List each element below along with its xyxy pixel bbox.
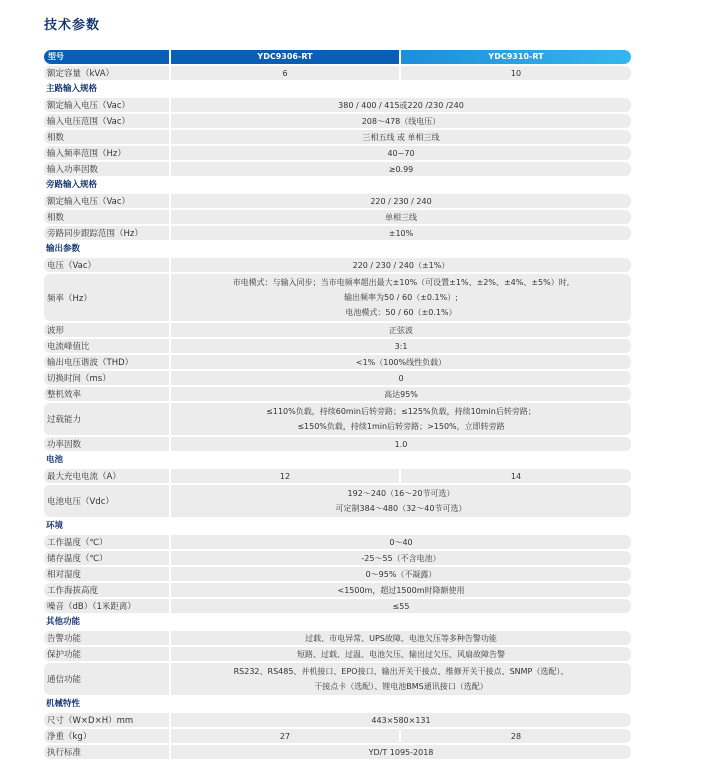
table-row [44, 567, 631, 581]
value-shared [171, 355, 631, 369]
row-label: 过载能力 [44, 403, 169, 435]
value-line: YD/T 1095-2018 [368, 747, 434, 757]
value-shared [171, 162, 631, 176]
value-shared [171, 194, 631, 208]
value-shared [171, 647, 631, 661]
row-label: 频率（Hz） [44, 274, 169, 321]
value-line: ≤55 [392, 601, 410, 611]
table-row [44, 583, 631, 597]
table-row [44, 98, 631, 112]
row-label: 执行标准 [44, 745, 169, 759]
value-line: <1500m，超过1500m时降额使用 [337, 585, 465, 595]
row-label: 输入功率因数 [44, 162, 169, 176]
value-line: 220 / 230 / 240 [370, 196, 432, 206]
value-line: <1%（100%线性负载） [355, 357, 447, 367]
value-line: 三相五线 或 单相三线 [362, 132, 440, 142]
section-heading: 其他功能 [46, 617, 81, 627]
value-line: 电池模式：50 / 60（±0.1%） [345, 308, 457, 317]
value-shared [171, 631, 631, 645]
value-line: 380 / 400 / 415或220 /230 /240 [338, 100, 464, 110]
value-line: 443×580×131 [371, 715, 431, 725]
table-row [44, 355, 631, 369]
table-row [44, 535, 631, 549]
value-line: 192～240（16～20节可选） [347, 489, 455, 498]
value-line: 短路、过载、过温、电池欠压、输出过欠压、风扇故障告警 [297, 649, 505, 659]
table-body [44, 66, 631, 759]
row-label: 切换时间（ms） [44, 371, 169, 385]
row-label: 净重（kg） [44, 729, 169, 743]
table-row [44, 114, 631, 128]
row-label: 相对湿度 [44, 567, 169, 581]
value-shared [171, 583, 631, 597]
value-line: 正弦波 [389, 325, 413, 335]
table-row [44, 631, 631, 645]
row-label: 工作温度（℃） [44, 535, 169, 549]
row-label: 尺寸（W×D×H）mm [44, 713, 169, 727]
value-line: RS232、RS485、并机接口、EPO接口、输出开关干接点、维修开关干接点、SNMP（选配）、 [233, 667, 569, 676]
row-label: 输入频率范围（Hz） [44, 146, 169, 160]
value-shared [171, 130, 631, 144]
value-line: 220 / 230 / 240（±1%） [352, 260, 450, 270]
value-model-2: 28 [401, 729, 631, 743]
table-row [44, 663, 631, 695]
value-shared [171, 339, 631, 353]
table-row [44, 66, 631, 80]
value-line: -25～55（不含电池） [361, 553, 441, 563]
header-label: 型号 [44, 50, 169, 64]
spec-table [44, 50, 631, 761]
section-heading: 环境 [46, 521, 64, 531]
table-row [44, 226, 631, 240]
value-line: 高达95% [384, 389, 418, 399]
value-shared [171, 551, 631, 565]
row-label: 输出电压谐波（THD） [44, 355, 169, 369]
value-line: 0～95%（不凝露） [365, 569, 437, 579]
row-label: 额定容量（kVA） [44, 66, 169, 80]
value-shared [171, 323, 631, 337]
table-row [44, 194, 631, 208]
value-shared [171, 485, 631, 517]
row-label: 储存温度（℃） [44, 551, 169, 565]
value-line: ≥0.99 [388, 164, 414, 174]
table-row [44, 437, 631, 451]
table-row [44, 339, 631, 353]
table-row [44, 729, 631, 743]
value-shared [171, 437, 631, 451]
table-row [44, 274, 631, 321]
value-line: ≤110%负载，持续60min后转旁路；≤125%负载，持续10min后转旁路； [266, 407, 536, 416]
row-label: 相数 [44, 210, 169, 224]
table-row [44, 745, 631, 759]
row-label: 通信功能 [44, 663, 169, 695]
value-model-1: 12 [171, 469, 399, 483]
table-row [44, 130, 631, 144]
value-line: 干接点卡（选配）、锂电池BMS通讯接口（选配） [314, 682, 488, 691]
table-row [44, 146, 631, 160]
table-header-row [44, 50, 631, 64]
row-label: 额定输入电压（Vac） [44, 194, 169, 208]
row-label: 额定输入电压（Vac） [44, 98, 169, 112]
row-label: 输入电压范围（Vac） [44, 114, 169, 128]
value-shared [171, 663, 631, 695]
table-row [44, 258, 631, 272]
row-label: 噪音（dB）（1米距离） [44, 599, 169, 613]
value-line: 208～478（线电压） [361, 116, 441, 126]
table-row [44, 551, 631, 565]
value-shared [171, 387, 631, 401]
row-label: 保护功能 [44, 647, 169, 661]
value-line: 过载、市电异常、UPS故障、电池欠压等多种告警功能 [305, 633, 497, 643]
table-row [44, 599, 631, 613]
value-shared [171, 713, 631, 727]
value-line: 3:1 [394, 341, 408, 351]
value-line: 输出频率为50 / 60（±0.1%）; [344, 293, 458, 302]
model-header-2: YDC9310-RT [401, 50, 631, 64]
row-label: 电流峰值比 [44, 339, 169, 353]
value-line: 1.0 [394, 439, 408, 449]
row-label: 最大充电电流（A） [44, 469, 169, 483]
value-shared [171, 210, 631, 224]
table-row [44, 647, 631, 661]
section-heading: 输出参数 [46, 244, 81, 254]
value-shared [171, 745, 631, 759]
value-line: 40~70 [387, 148, 415, 158]
section-heading: 主路输入规格 [46, 84, 98, 94]
value-line: ±10% [388, 228, 414, 238]
value-shared [171, 98, 631, 112]
row-label: 整机效率 [44, 387, 169, 401]
table-row [44, 323, 631, 337]
row-label: 波形 [44, 323, 169, 337]
value-line: ≤150%负载，持续1min后转旁路；>150%，立即转旁路 [297, 422, 505, 431]
row-label: 相数 [44, 130, 169, 144]
table-row [44, 713, 631, 727]
section-heading: 旁路输入规格 [46, 180, 98, 190]
value-shared [171, 535, 631, 549]
table-row [44, 210, 631, 224]
value-line: 单相三线 [385, 212, 417, 222]
page-title: 技术参数 [44, 18, 101, 33]
row-label: 功率因数 [44, 437, 169, 451]
value-shared [171, 371, 631, 385]
model-header-1: YDC9306-RT [171, 50, 399, 64]
value-model-1: 6 [171, 66, 399, 80]
table-row [44, 469, 631, 483]
table-row [44, 403, 631, 435]
row-label: 电压（Vac） [44, 258, 169, 272]
value-line: 市电模式：与输入同步；当市电频率超出最大±10%（可设置±1%、±2%、±4%、±5%）时, [232, 278, 570, 287]
row-label: 工作海拔高度 [44, 583, 169, 597]
value-shared [171, 567, 631, 581]
value-shared [171, 226, 631, 240]
section-heading: 机械特性 [46, 699, 81, 709]
section-heading: 电池 [46, 455, 64, 465]
value-model-2: 14 [401, 469, 631, 483]
table-row [44, 371, 631, 385]
row-label: 告警功能 [44, 631, 169, 645]
value-shared [171, 599, 631, 613]
value-shared [171, 114, 631, 128]
value-shared [171, 258, 631, 272]
row-label: 电池电压（Vdc） [44, 485, 169, 517]
table-row [44, 387, 631, 401]
value-shared [171, 146, 631, 160]
value-line: 0 [398, 373, 404, 383]
value-shared [171, 274, 631, 321]
row-label: 旁路同步跟踪范围（Hz） [44, 226, 169, 240]
value-model-2: 10 [401, 66, 631, 80]
table-row [44, 485, 631, 517]
table-row [44, 162, 631, 176]
value-line: 可定制384～480（32～40节可选） [335, 504, 467, 513]
value-shared [171, 403, 631, 435]
value-line: 0～40 [389, 537, 413, 547]
value-model-1: 27 [171, 729, 399, 743]
